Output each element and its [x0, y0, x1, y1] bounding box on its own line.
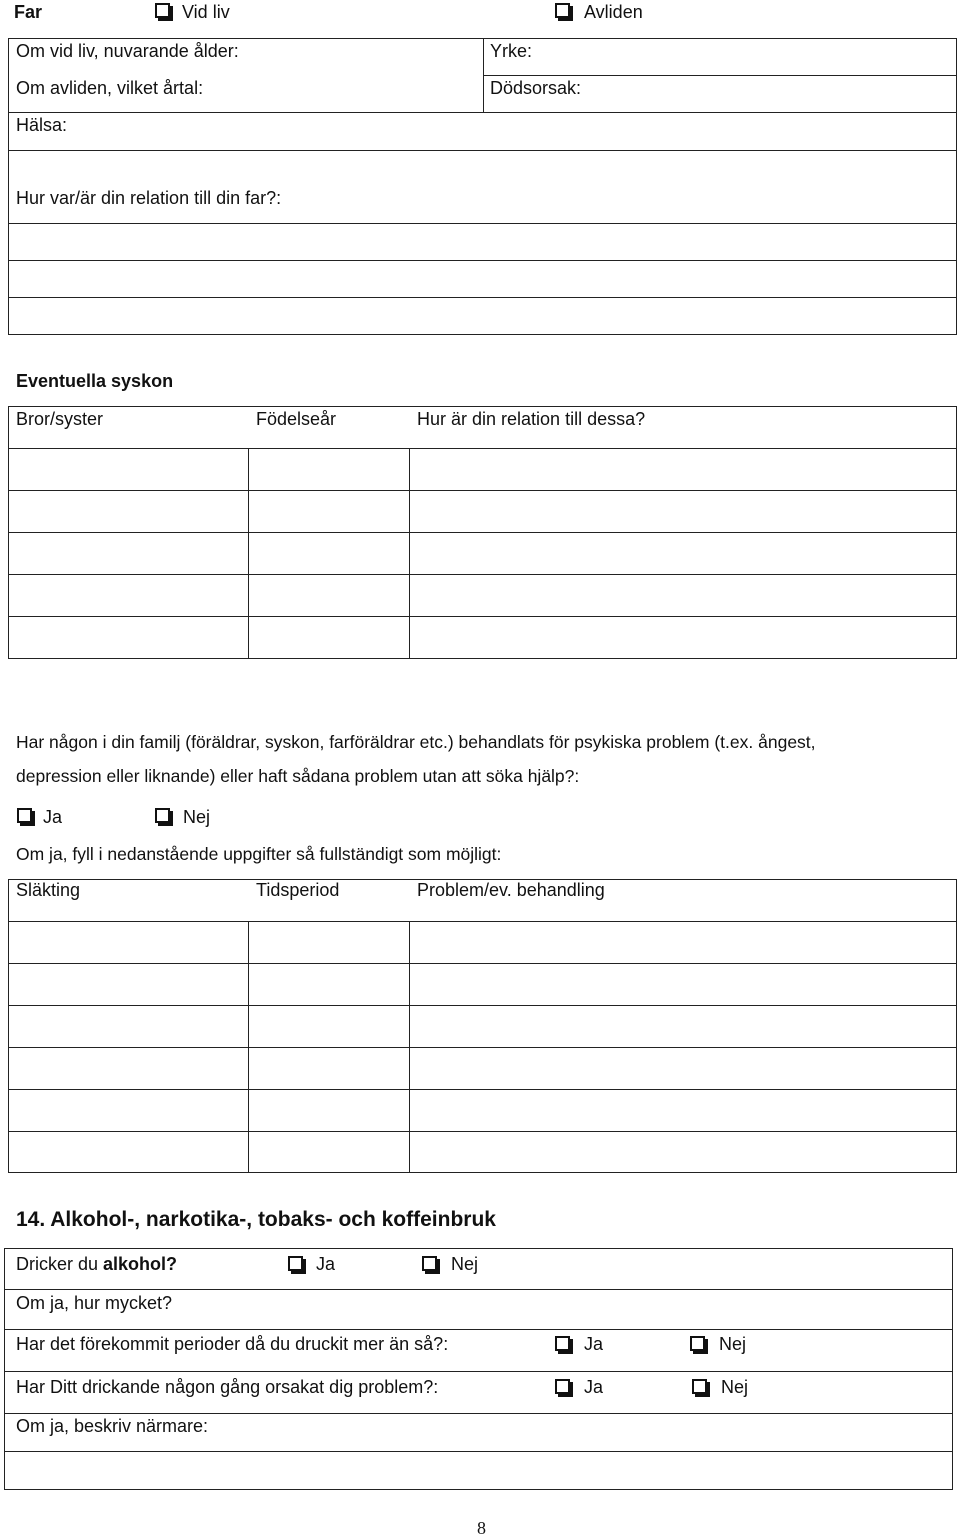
alcohol-table [4, 1248, 953, 1490]
psych-col-period: Tidsperiod [256, 880, 340, 900]
label-problem-yes: Ja [584, 1377, 604, 1397]
checkbox-periods-no[interactable] [690, 1336, 705, 1351]
checkbox-problem-yes[interactable] [555, 1379, 570, 1394]
relation-label: Hur var/är din relation till din far?: [16, 188, 282, 208]
label-alive: Vid liv [182, 2, 230, 22]
siblings-col-relation: Hur är din relation till dessa? [417, 409, 646, 429]
father-title: Far [14, 2, 43, 22]
checkbox-psych-no[interactable] [155, 808, 170, 823]
psych-table [8, 879, 957, 1173]
drink-question: Dricker du alkohol? [16, 1254, 178, 1274]
label-drink-no: Nej [451, 1254, 479, 1274]
psych-question-line2: depression eller liknande) eller haft sådana problem utan att söka hjälp?: [16, 766, 580, 786]
checkbox-psych-yes[interactable] [17, 808, 32, 823]
alcohol-section-title: 14. Alkohol-, narkotika-, tobaks- och koffeinbruk [16, 1208, 496, 1231]
psych-instruction: Om ja, fyll i nedanstående uppgifter så fullständigt som möjligt: [16, 844, 502, 864]
label-periods-yes: Ja [584, 1334, 604, 1354]
health-label: Hälsa: [16, 115, 68, 135]
label-psych-yes: Ja [43, 807, 63, 827]
periods-question: Har det förekommit perioder då du druckit mer än så?: [16, 1334, 449, 1354]
label-drink-yes: Ja [316, 1254, 336, 1274]
checkbox-periods-yes[interactable] [555, 1336, 570, 1351]
death-year-label: Om avliden, vilket årtal: [16, 78, 204, 98]
siblings-title: Eventuella syskon [16, 371, 174, 391]
page-number: 8 [477, 1518, 486, 1538]
checkbox-deceased[interactable] [555, 3, 570, 18]
label-deceased: Avliden [584, 2, 643, 22]
how-much-label: Om ja, hur mycket? [16, 1293, 173, 1313]
checkbox-drink-no[interactable] [422, 1256, 437, 1271]
checkbox-drink-yes[interactable] [288, 1256, 303, 1271]
label-problem-no: Nej [721, 1377, 749, 1397]
label-psych-no: Nej [183, 807, 211, 827]
age-label: Om vid liv, nuvarande ålder: [16, 41, 239, 61]
psych-col-problem: Problem/ev. behandling [417, 880, 605, 900]
psych-col-relative: Släkting [16, 880, 81, 900]
problem-question: Har Ditt drickande någon gång orsakat dig problem?: [16, 1377, 439, 1397]
occupation-label: Yrke: [490, 41, 533, 61]
label-periods-no: Nej [719, 1334, 747, 1354]
psych-question-line1: Har någon i din familj (föräldrar, syskon, farföräldrar etc.) behandlats för psykiska problem (t.ex. ångest, [16, 732, 816, 752]
checkbox-problem-no[interactable] [692, 1379, 707, 1394]
death-cause-label: Dödsorsak: [490, 78, 582, 98]
checkbox-alive[interactable] [155, 3, 170, 18]
siblings-col-birthyear: Födelseår [256, 409, 337, 429]
describe-label: Om ja, beskriv närmare: [16, 1416, 209, 1436]
siblings-col-sibling: Bror/syster [16, 409, 104, 429]
